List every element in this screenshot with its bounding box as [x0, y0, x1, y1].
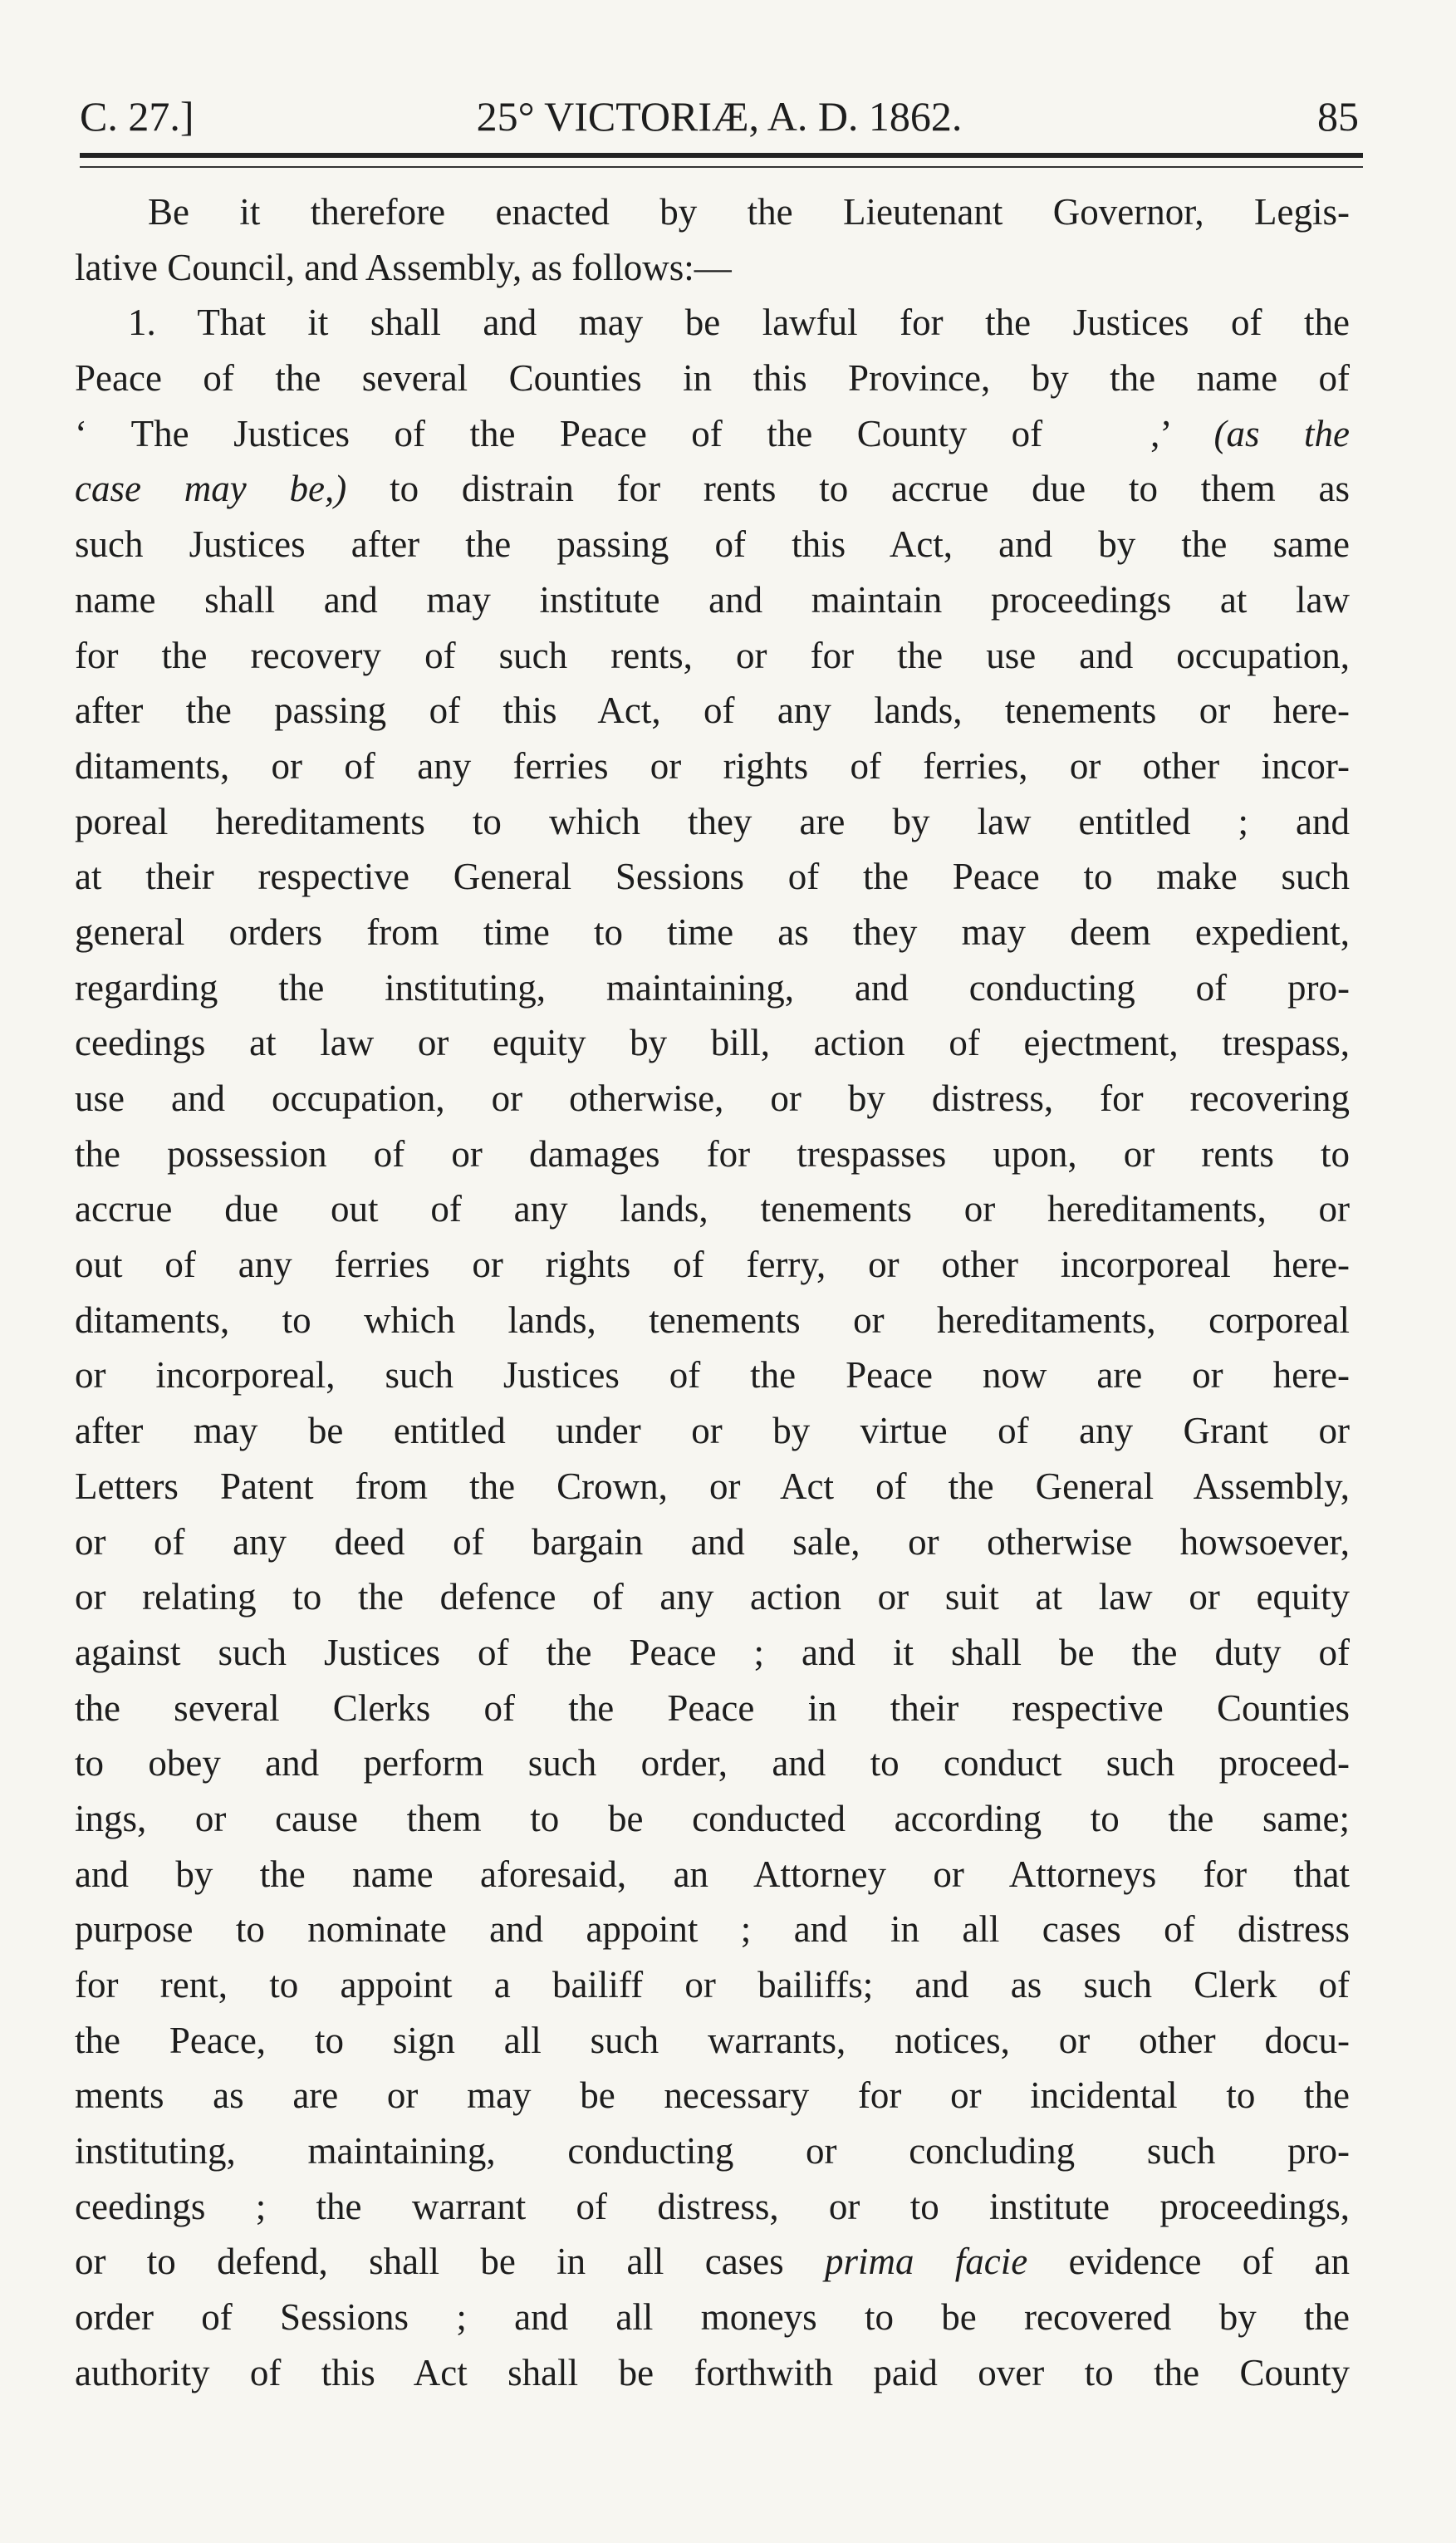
text-segment: ‘ The Justices of the Peace of the County of — [75, 412, 1043, 454]
section-1-line: or of any deed of bargain and sale, or otherwise howsoever, — [75, 1520, 1350, 1563]
section-1-line: order of Sessions ; and all moneys to be recovered by the — [75, 2296, 1350, 2339]
section-1-line: Letters Patent from the Crown, or Act of the General Assembly, — [75, 1465, 1350, 1507]
section-1-line: ceedings at law or equity by bill, action of ejectment, trespass, — [75, 1022, 1350, 1064]
section-1-line: authority of this Act shall be forthwith paid over to the County — [75, 2351, 1350, 2393]
section-1-line: such Justices after the passing of this Act, and by the same — [75, 523, 1350, 566]
section-1-line: or relating to the defence of any action or suit at law or equity — [75, 1576, 1350, 1618]
section-1-line: and by the name aforesaid, an Attorney or Attorneys for that — [75, 1853, 1350, 1895]
section-1-line: for the recovery of such rents, or for the use and occupation, — [75, 634, 1350, 676]
section-1-line: after may be entitled under or by virtue of any Grant or — [75, 1410, 1350, 1452]
section-1-line: the several Clerks of the Peace in their respective Counties — [75, 1686, 1350, 1729]
section-1-line: general orders from time to time as they may deem expedient, — [75, 911, 1350, 953]
section-1-line: purpose to nominate and appoint ; and in all cases of distress — [75, 1908, 1350, 1951]
section-1-line: after the passing of this Act, of any lands, tenements or here- — [75, 690, 1350, 732]
section-1-line: use and occupation, or otherwise, or by distress, for recovering — [75, 1078, 1350, 1119]
section-1-line: ceedings ; the warrant of distress, or to institute proceedings, — [75, 2185, 1350, 2227]
enacting-clause-line: Be it therefore enacted by the Lieutenant Governor, Legis- — [148, 191, 1350, 233]
italic-segment: (as the — [1213, 412, 1350, 454]
section-1-line: ditaments, to which lands, tenements or hereditaments, corporeal — [75, 1299, 1350, 1341]
italic-segment: case may be,) — [75, 468, 347, 510]
section-1-line: Peace of the several Counties in this Province, by the name of — [75, 357, 1350, 400]
section-1-line — [75, 2234, 1350, 2290]
section-1-line: against such Justices of the Peace ; and it shall be the duty of — [75, 1631, 1350, 1673]
section-1-line: ings, or cause them to be conducted according to the same; — [75, 1797, 1350, 1839]
section-1-line: poreal hereditaments to which they are by law entitled ; and — [75, 800, 1350, 842]
section-1-line: for rent, to appoint a bailiff or bailiffs; and as such Clerk of — [75, 1964, 1350, 2005]
section-1-line — [75, 406, 1350, 462]
section-1-line: ditaments, or of any ferries or rights of ferries, or other incor- — [75, 744, 1350, 787]
section-1-line: the Peace, to sign all such warrants, notices, or other docu- — [75, 2019, 1350, 2061]
text-segment: to distrain for rents to accrue due to them as — [390, 468, 1350, 510]
section-1-line: out of any ferries or rights of ferry, or other incorporeal here- — [75, 1244, 1350, 1286]
statute-year: 25° VICTORIÆ, A. D. 1862. — [476, 93, 963, 140]
section-1-line — [75, 461, 1350, 517]
enacting-clause-line: lative Council, and Assembly, as follows:— — [75, 246, 732, 288]
text-segment: or to defend, shall be in all cases — [75, 2241, 784, 2283]
section-1-line: or incorporeal, such Justices of the Peace now are or here- — [75, 1354, 1350, 1397]
section-1-line: regarding the instituting, maintaining, and conducting of pro- — [75, 966, 1350, 1009]
section-1-line: the possession of or damages for trespasses upon, or rents to — [75, 1132, 1350, 1175]
statute-text — [75, 184, 1350, 2401]
italic-segment: prima facie — [824, 2241, 1028, 2283]
chapter-reference: C. 27.] — [80, 93, 194, 140]
header-rule-thick — [80, 153, 1363, 158]
section-1-line: name shall and may institute and maintain proceedings at law — [75, 578, 1350, 621]
page-number: 85 — [1317, 93, 1359, 140]
text-segment: ,’ — [1150, 412, 1170, 454]
section-1-line: to obey and perform such order, and to conduct such proceed- — [75, 1742, 1350, 1785]
section-1-line: accrue due out of any lands, tenements or hereditaments, or — [75, 1188, 1350, 1230]
section-1-line: instituting, maintaining, conducting or concluding such pro- — [75, 2130, 1350, 2172]
section-1-line: ments as are or may be necessary for or incidental to the — [75, 2074, 1350, 2117]
section-1-line: 1. That it shall and may be lawful for the Justices of the — [128, 302, 1350, 344]
header-rule-thin — [80, 166, 1363, 168]
text-segment: evidence of an — [1068, 2241, 1350, 2283]
section-1-line: at their respective General Sessions of the Peace to make such — [75, 856, 1350, 898]
running-header — [80, 83, 1359, 150]
